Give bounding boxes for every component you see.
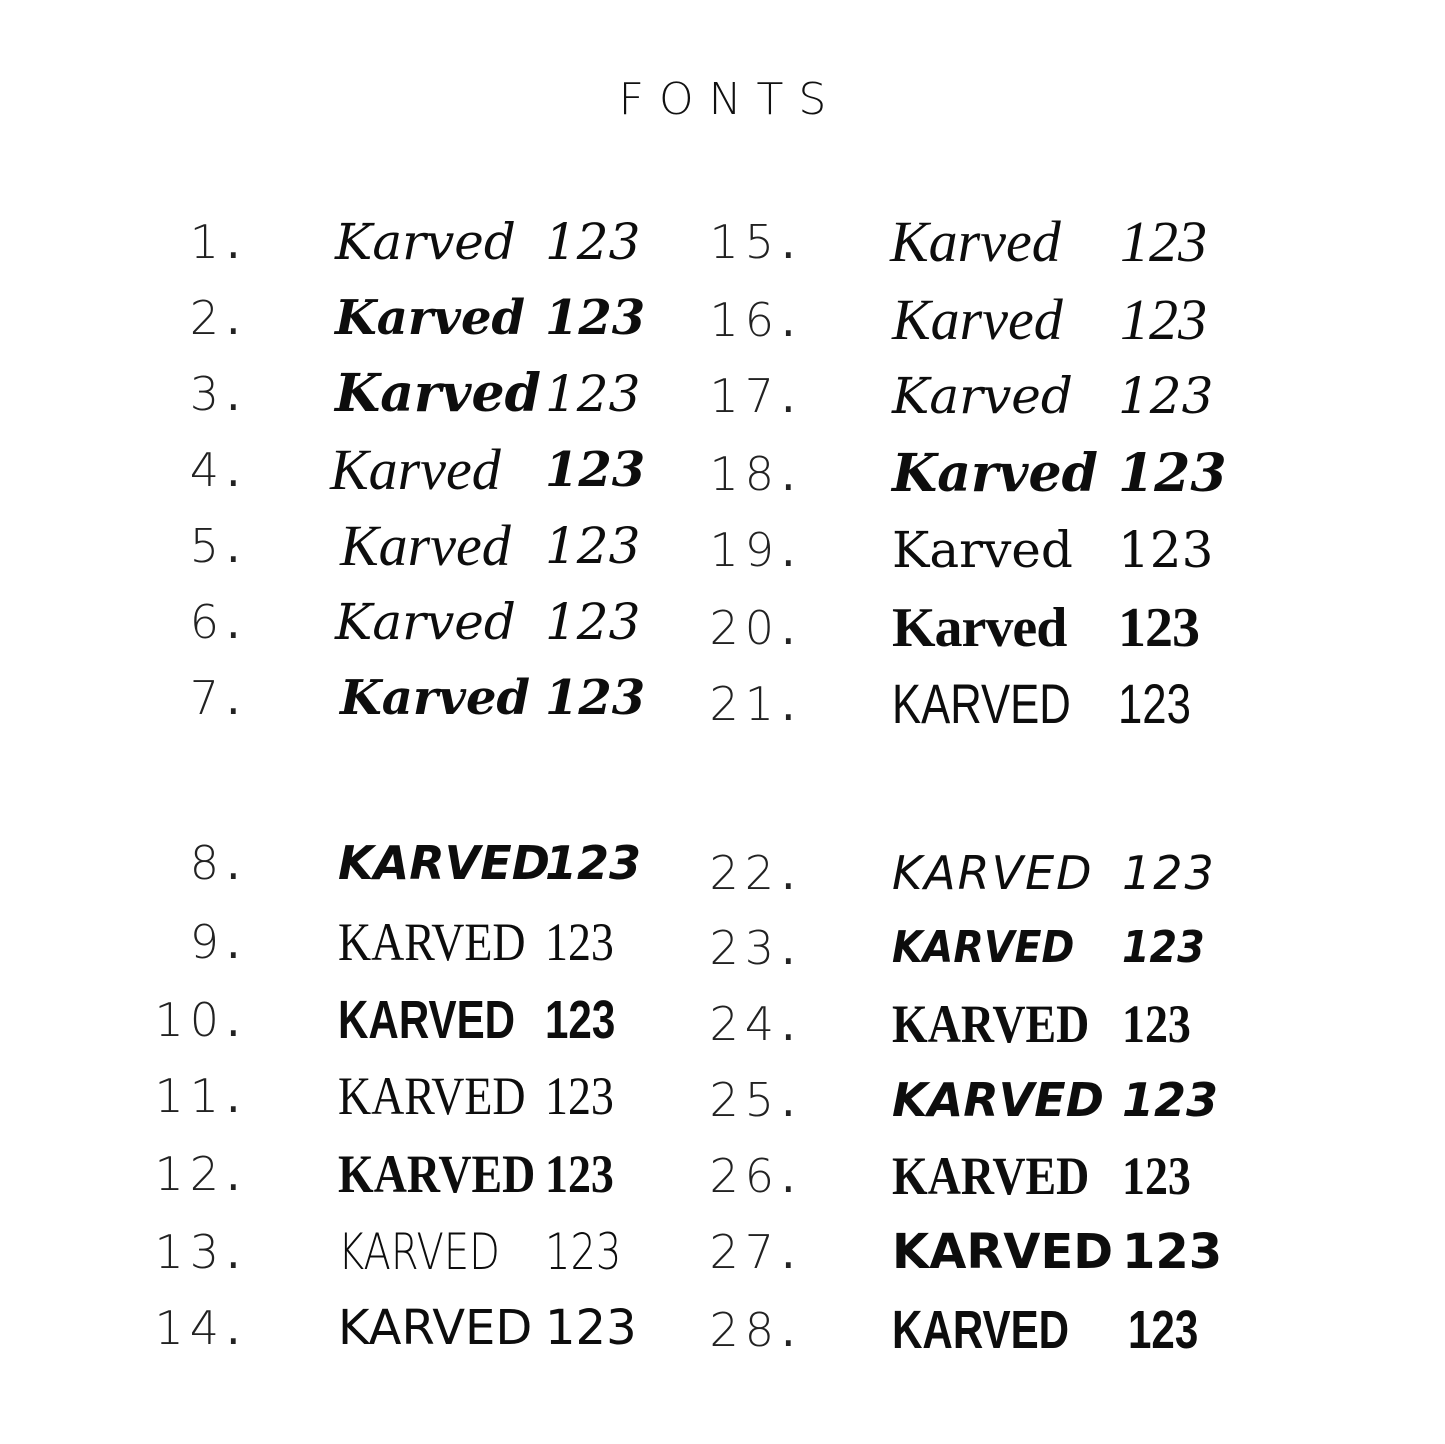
separator-dot: .	[781, 997, 796, 1051]
font-sample-18	[540, 444, 1260, 504]
font-number: 11	[154, 1069, 225, 1123]
sample-digits: 123	[545, 836, 642, 890]
font-sample-22	[540, 843, 1260, 903]
font-number: 13	[154, 1225, 225, 1279]
sample-word: Karved	[892, 443, 1098, 504]
separator-dot: .	[226, 993, 241, 1047]
font-sample-16	[540, 287, 1260, 352]
font-number: 26	[709, 1149, 780, 1203]
font-number: 15	[709, 215, 780, 269]
font-number: 23	[709, 921, 780, 975]
sample-digits: 123	[1118, 672, 1191, 735]
sample-digits: 123	[1118, 597, 1199, 659]
sample-digits: 123	[545, 365, 641, 423]
font-sample-27	[540, 1222, 1260, 1282]
separator-dot: .	[226, 519, 241, 573]
separator-dot: .	[781, 846, 796, 900]
font-number: 16	[709, 293, 780, 347]
font-number: 3	[189, 367, 225, 421]
separator-dot: .	[226, 1225, 241, 1279]
separator-dot: .	[226, 443, 241, 497]
font-number: 9	[189, 915, 225, 969]
font-number: 12	[154, 1147, 225, 1201]
font-number: 5	[189, 519, 225, 573]
font-number: 25	[709, 1073, 780, 1127]
sample-word: KARVED	[338, 1144, 536, 1204]
separator-dot: .	[781, 447, 796, 501]
sample-word: KARVED	[892, 922, 1075, 973]
sample-digits: 123	[1122, 1224, 1223, 1280]
font-number: 24	[709, 997, 780, 1051]
sample-digits: 123	[545, 517, 641, 575]
sample-digits: 123	[1122, 1146, 1191, 1206]
sample-word: KARVED	[338, 912, 526, 972]
sample-word: Karved	[340, 670, 531, 726]
sample-digits: 123	[545, 593, 641, 651]
font-number: 28	[709, 1303, 780, 1357]
font-sample-23	[540, 918, 1260, 978]
sample-word: Karved	[335, 213, 516, 271]
font-number: 19	[709, 523, 780, 577]
sample-word: KARVED	[892, 1224, 1114, 1280]
font-sample-25	[540, 1070, 1260, 1130]
sample-word: Karved	[890, 209, 1061, 274]
font-number: 7	[189, 671, 225, 725]
separator-dot: .	[781, 1073, 796, 1127]
sample-word: KARVED	[892, 846, 1094, 900]
font-number: 6	[189, 595, 225, 649]
separator-dot: .	[781, 1225, 796, 1279]
font-sample-24	[540, 994, 1260, 1054]
page-title: FONTS	[618, 74, 842, 125]
separator-dot: .	[226, 1147, 241, 1201]
sample-digits: 123	[1118, 367, 1214, 425]
sample-word: Karved	[892, 287, 1063, 352]
sample-digits: 123	[545, 1066, 614, 1126]
sample-word: Karved	[340, 513, 511, 578]
sample-word: KARVED	[892, 672, 1071, 735]
sample-digits: 123	[545, 290, 646, 346]
separator-dot: .	[226, 671, 241, 725]
sample-word: Karved	[335, 363, 541, 424]
sample-digits: 123	[545, 442, 646, 498]
separator-dot: .	[226, 367, 241, 421]
sample-digits: 123	[1122, 846, 1216, 900]
font-sample-15	[540, 209, 1260, 274]
separator-dot: .	[781, 369, 796, 423]
separator-dot: .	[226, 595, 241, 649]
font-number: 8	[189, 836, 225, 890]
separator-dot: .	[781, 1303, 796, 1357]
sample-digits: 123	[1120, 209, 1207, 274]
sample-word: Karved	[892, 367, 1073, 425]
sample-digits: 123	[545, 990, 616, 1050]
font-sample-20	[540, 598, 1260, 658]
sample-word: KARVED	[338, 1223, 500, 1281]
font-number: 2	[189, 291, 225, 345]
font-sample-17	[540, 366, 1260, 426]
font-sample-26	[540, 1146, 1260, 1206]
font-sample-21	[540, 674, 1260, 734]
sample-digits: 123	[1118, 521, 1214, 579]
font-number: 20	[709, 601, 780, 655]
sample-word: KARVED	[892, 1300, 1070, 1360]
sample-digits: 123	[545, 670, 646, 726]
font-sample-19	[540, 520, 1260, 580]
sample-digits: 123	[1122, 1073, 1219, 1127]
separator-dot: .	[781, 677, 796, 731]
separator-dot: .	[781, 1149, 796, 1203]
font-number: 1	[189, 215, 225, 269]
font-number: 21	[709, 677, 780, 731]
separator-dot: .	[781, 523, 796, 577]
sample-word: Karved	[335, 593, 516, 651]
font-number: 27	[709, 1225, 780, 1279]
sample-digits: 123	[545, 1223, 622, 1281]
separator-dot: .	[781, 601, 796, 655]
sample-word: Karved	[330, 437, 501, 502]
font-number: 22	[709, 846, 780, 900]
sample-digits: 123	[1118, 443, 1227, 504]
sample-digits: 123	[545, 912, 614, 972]
sample-word: KARVED	[338, 1066, 526, 1126]
font-number: 17	[709, 369, 780, 423]
sample-word: Karved	[892, 597, 1067, 659]
separator-dot: .	[226, 291, 241, 345]
separator-dot: .	[781, 293, 796, 347]
sample-word: Karved	[335, 290, 526, 346]
sample-word: KARVED	[892, 1073, 1104, 1127]
sample-word: KARVED	[338, 1300, 533, 1356]
sample-word: Karved	[892, 521, 1073, 579]
font-number: 10	[154, 993, 225, 1047]
font-number: 14	[154, 1301, 225, 1355]
sample-word: KARVED	[892, 994, 1090, 1054]
sample-digits: 123	[1120, 287, 1207, 352]
sample-word: KARVED	[892, 1146, 1090, 1206]
sample-word: KARVED	[338, 990, 516, 1050]
sample-digits: 123	[1128, 1300, 1199, 1360]
separator-dot: .	[781, 921, 796, 975]
sample-digits: 123	[545, 1300, 637, 1356]
sample-digits: 123	[545, 213, 641, 271]
font-number: 4	[189, 443, 225, 497]
separator-dot: .	[226, 1069, 241, 1123]
sample-digits: 123	[1122, 922, 1205, 973]
separator-dot: .	[226, 1301, 241, 1355]
sample-digits: 123	[1122, 994, 1191, 1054]
separator-dot: .	[226, 836, 241, 890]
font-number: 18	[709, 447, 780, 501]
sample-word: KARVED	[338, 836, 550, 890]
font-sample-28	[540, 1300, 1260, 1360]
separator-dot: .	[226, 215, 241, 269]
separator-dot: .	[226, 915, 241, 969]
sample-digits: 123	[545, 1144, 614, 1204]
separator-dot: .	[781, 215, 796, 269]
